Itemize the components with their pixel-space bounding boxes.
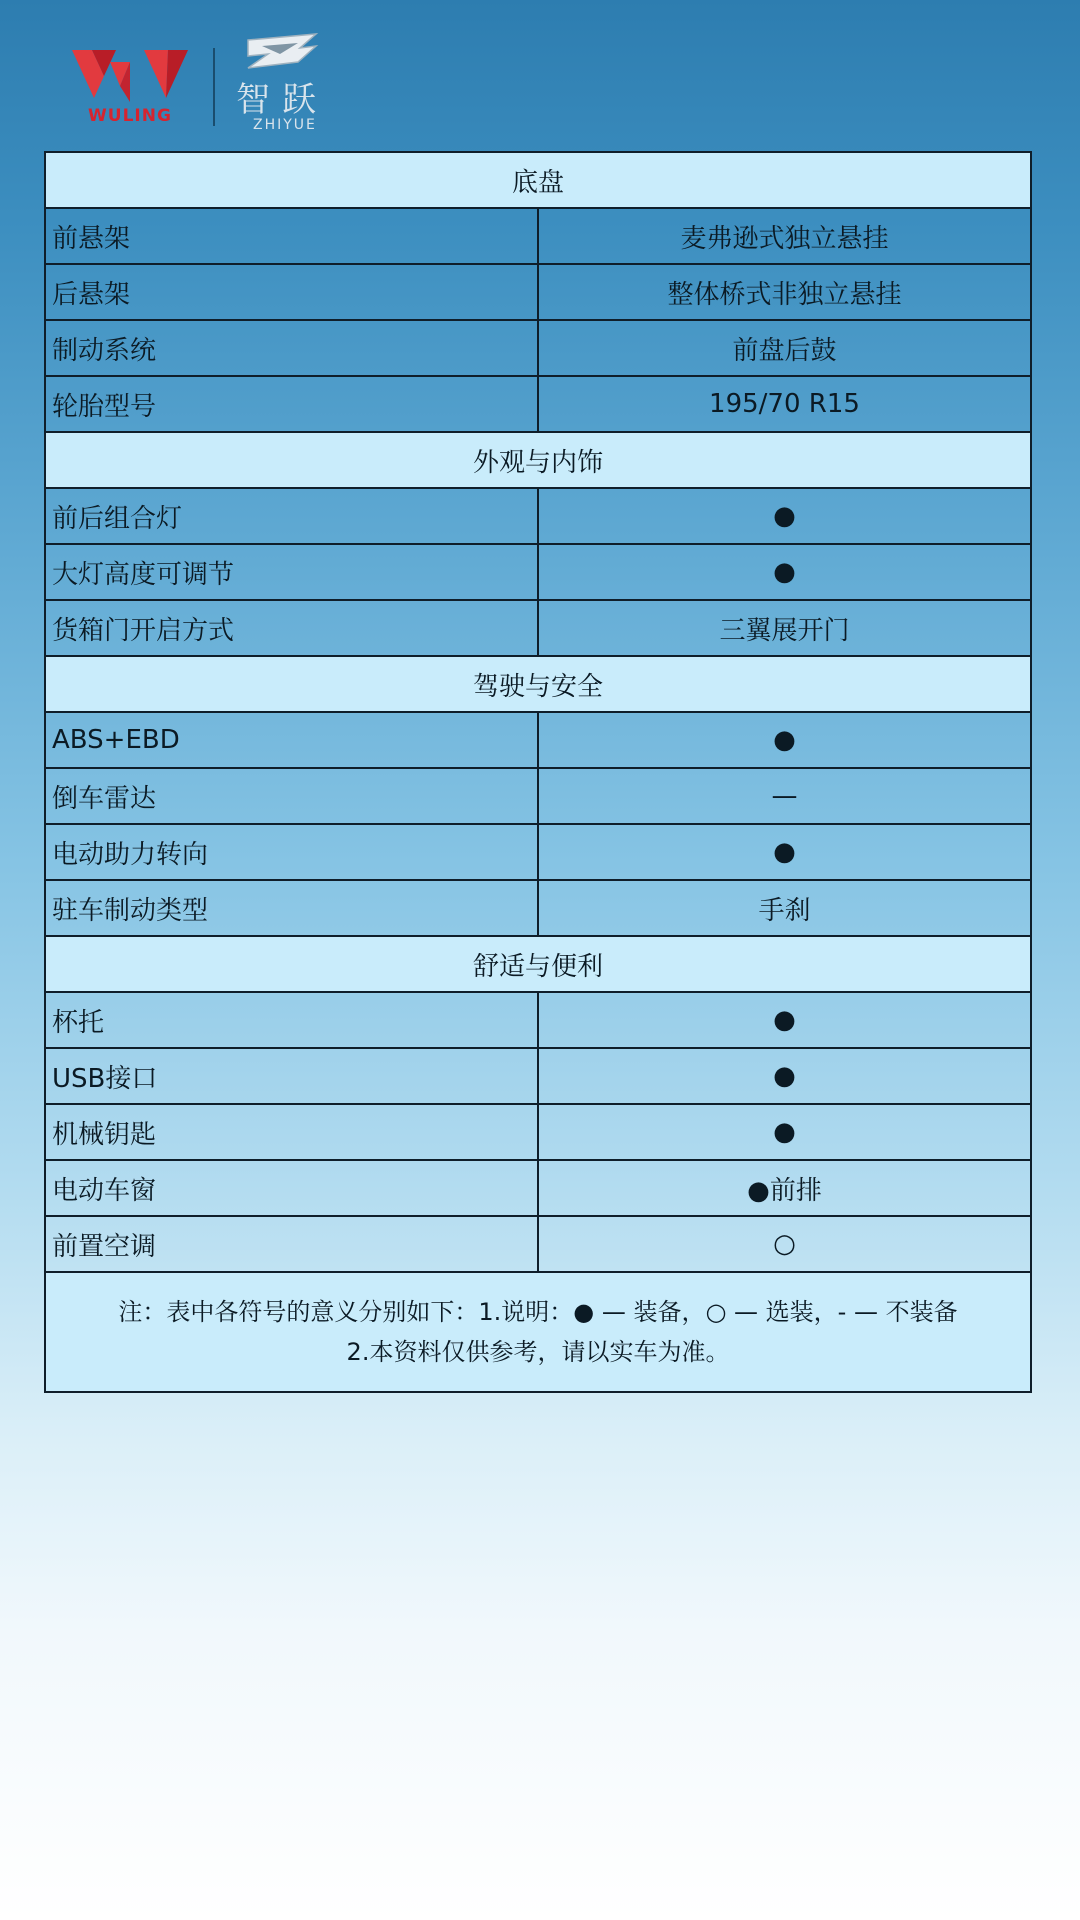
spec-row bbox=[45, 824, 1031, 880]
spec-row bbox=[45, 768, 1031, 824]
spec-name: 货箱门开启方式 bbox=[45, 600, 538, 656]
section-header-row bbox=[45, 152, 1031, 208]
section-header-row bbox=[45, 656, 1031, 712]
spec-value: 前盘后鼓 bbox=[538, 320, 1031, 376]
spec-row bbox=[45, 320, 1031, 376]
spec-row bbox=[45, 992, 1031, 1048]
spec-name: 电动助力转向 bbox=[45, 824, 538, 880]
spec-value: ○ bbox=[538, 1216, 1031, 1272]
spec-name: 电动车窗 bbox=[45, 1160, 538, 1216]
spec-value: ● bbox=[538, 544, 1031, 600]
zhiyue-chinese-name: 智跃 bbox=[236, 80, 328, 120]
spec-value: ● bbox=[538, 992, 1031, 1048]
spec-table bbox=[44, 151, 1032, 1393]
spec-name: 制动系统 bbox=[45, 320, 538, 376]
section-title: 驾驶与安全 bbox=[45, 656, 1031, 712]
section-title: 外观与内饰 bbox=[45, 432, 1031, 488]
spec-row bbox=[45, 1104, 1031, 1160]
spec-row bbox=[45, 544, 1031, 600]
spec-row bbox=[45, 880, 1031, 936]
spec-value: 手刹 bbox=[538, 880, 1031, 936]
spec-name: 大灯高度可调节 bbox=[45, 544, 538, 600]
footnote-line-2: 2.本资料仅供参考，请以实车为准。 bbox=[346, 1338, 730, 1366]
spec-value: 三翼展开门 bbox=[538, 600, 1031, 656]
spec-name: 后悬架 bbox=[45, 264, 538, 320]
spec-name: 轮胎型号 bbox=[45, 376, 538, 432]
spec-value: ● bbox=[538, 712, 1031, 768]
spec-name: 驻车制动类型 bbox=[45, 880, 538, 936]
spec-name: 前置空调 bbox=[45, 1216, 538, 1272]
spec-row bbox=[45, 376, 1031, 432]
spec-name: ABS+EBD bbox=[45, 712, 538, 768]
spec-name: 杯托 bbox=[45, 992, 538, 1048]
footnote bbox=[45, 1272, 1031, 1392]
spec-row bbox=[45, 208, 1031, 264]
spec-value: ● bbox=[538, 1048, 1031, 1104]
spec-name: 前悬架 bbox=[45, 208, 538, 264]
spec-value: 195/70 R15 bbox=[538, 376, 1031, 432]
spec-row bbox=[45, 712, 1031, 768]
spec-row bbox=[45, 264, 1031, 320]
section-header-row bbox=[45, 936, 1031, 992]
spec-name: 机械钥匙 bbox=[45, 1104, 538, 1160]
zhiyue-emblem-icon bbox=[240, 32, 324, 74]
spec-name: 倒车雷达 bbox=[45, 768, 538, 824]
section-header-row bbox=[45, 432, 1031, 488]
spec-value: 麦弗逊式独立悬挂 bbox=[538, 208, 1031, 264]
spec-row bbox=[45, 1216, 1031, 1272]
note-row bbox=[45, 1272, 1031, 1392]
wuling-logo-icon bbox=[70, 46, 190, 106]
spec-value: — bbox=[538, 768, 1031, 824]
spec-row bbox=[45, 488, 1031, 544]
logo-divider bbox=[213, 48, 215, 126]
brand-wordmark: WULING bbox=[88, 106, 172, 126]
spec-value: 整体桥式非独立悬挂 bbox=[538, 264, 1031, 320]
spec-row bbox=[45, 1160, 1031, 1216]
spec-value: ●前排 bbox=[538, 1160, 1031, 1216]
spec-value: ● bbox=[538, 1104, 1031, 1160]
section-title: 舒适与便利 bbox=[45, 936, 1031, 992]
spec-row bbox=[45, 1048, 1031, 1104]
footnote-line-1: 注：表中各符号的意义分别如下：1.说明：● — 装备，○ — 选装，- — 不装备 bbox=[118, 1298, 958, 1326]
section-title: 底盘 bbox=[45, 152, 1031, 208]
spec-name: 前后组合灯 bbox=[45, 488, 538, 544]
zhiyue-english-name: ZHIYUE bbox=[253, 117, 317, 133]
spec-value: ● bbox=[538, 824, 1031, 880]
spec-value: ● bbox=[538, 488, 1031, 544]
spec-name: USB接口 bbox=[45, 1048, 538, 1104]
spec-row bbox=[45, 600, 1031, 656]
brand-logo bbox=[70, 28, 340, 138]
